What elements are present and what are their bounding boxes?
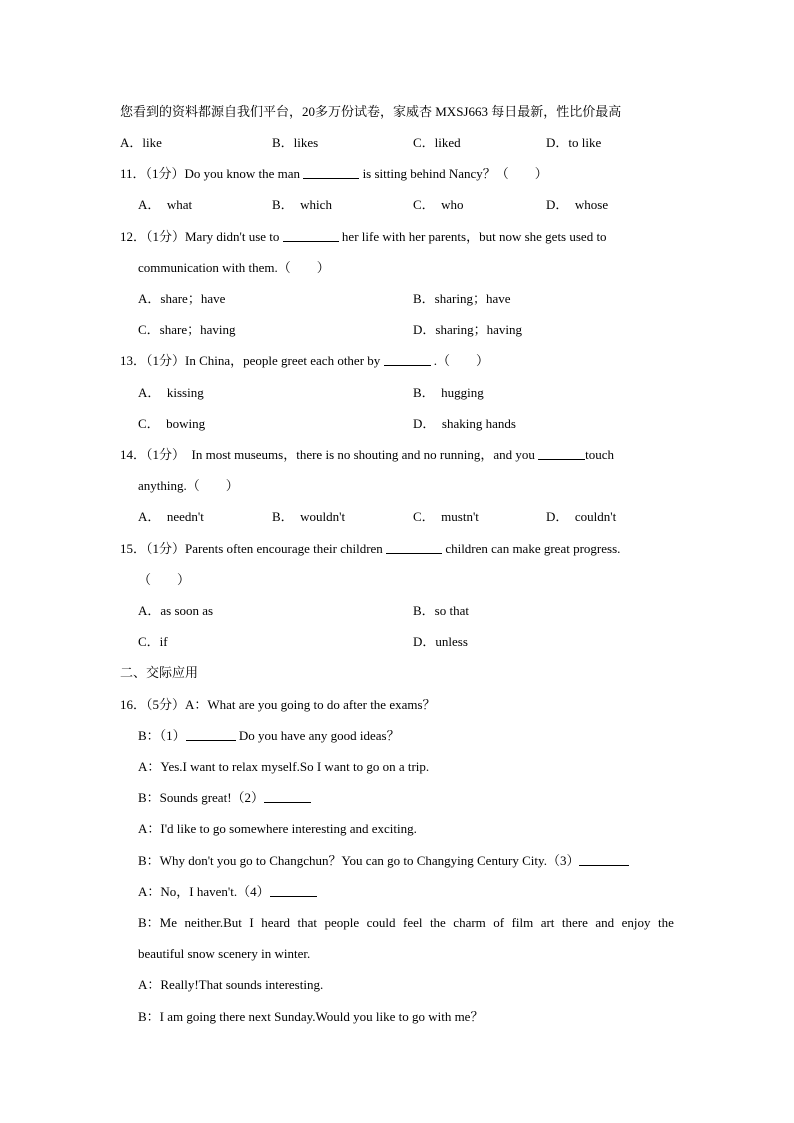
q14-option-b: B． wouldn't (272, 509, 346, 524)
q13-stem-post: .（ ） (433, 353, 490, 368)
q16-d1-pre: B：（1） (138, 728, 186, 743)
q14-option-a: A． needn't (138, 509, 204, 524)
q16-dialogue-line-1 (138, 728, 400, 744)
q13-stem-pre: 13．（1分）In China，people greet each other by (120, 353, 381, 368)
q16-stem: 16．（5分）A：What are you going to do after the exams？ (120, 697, 436, 712)
q12-option-b: B．sharing；have (413, 291, 511, 306)
q12-stem-pre: 12．（1分）Mary didn't use to (120, 229, 280, 244)
q15-option-d: D．unless (413, 634, 468, 649)
q15-answer-blank (386, 541, 442, 554)
q15-option-b: B．so that (413, 603, 469, 618)
q10-option-a: A．like (120, 135, 162, 150)
q13-stem (120, 353, 489, 369)
q16-d1-post: Do you have any good ideas？ (238, 728, 400, 743)
q14-option-d: D． couldn't (546, 509, 617, 524)
q12-stem-post: her life with her parents，but now she gets used to (341, 229, 607, 244)
section-title: 二、交际应用 (120, 665, 199, 680)
q16-dialogue-line-7-cont: beautiful snow scenery in winter. (138, 946, 311, 961)
q11-stem-post: is sitting behind Nancy？（ ） (362, 166, 548, 181)
q14-stem-pre: 14．（1分） In most museums，there is no shouting and no running，and you (120, 447, 535, 462)
q12-option-d: D．sharing；having (413, 322, 523, 337)
q13-option-c: C． bowing (138, 416, 206, 431)
q15-option-c: C．if (138, 634, 168, 649)
q16-dialogue-line-9: B：I am going there next Sunday.Would you like to go with me？ (138, 1009, 484, 1024)
q16-dialogue-line-5 (138, 853, 629, 869)
header-notice: 您看到的资料都源自我们平台，20多万份试卷，家威杏 MXSJ663 每日最新，性比价最高 (120, 104, 622, 119)
q14-stem (120, 447, 614, 463)
q15-stem-post: children can make great progress. (445, 541, 621, 556)
q16-dialogue-line-7: B：Me neither.But I heard that people could feel the charm of film art there and enjoy the (138, 915, 674, 930)
q14-option-c: C． mustn't (413, 509, 479, 524)
q12-option-c: C．share；having (138, 322, 236, 337)
q12-stem (120, 229, 607, 245)
q16-blank-2 (264, 790, 311, 803)
q10-option-d: D．to like (546, 135, 602, 150)
q11-option-b: B． which (272, 197, 332, 212)
q16-dialogue-line-8: A：Really!That sounds interesting. (138, 977, 324, 992)
q16-dialogue-line-6 (138, 884, 317, 900)
q11-option-a: A． what (138, 197, 193, 212)
q16-dialogue-line-3 (138, 790, 311, 806)
q13-option-b: B． hugging (413, 385, 484, 400)
q16-dialogue-line-2: A：Yes.I want to relax myself.So I want to go on a trip. (138, 759, 430, 774)
q16-blank-4 (270, 884, 317, 897)
q14-stem-line2: anything.（ ） (138, 478, 239, 493)
q10-option-c: C．liked (413, 135, 461, 150)
q16-d6-pre: A：No，I haven't.（4） (138, 884, 270, 899)
q10-option-b: B．likes (272, 135, 319, 150)
q16-d3-pre: B：Sounds great!（2） (138, 790, 265, 805)
q11-stem (120, 166, 548, 182)
q11-option-c: C． who (413, 197, 464, 212)
q11-stem-pre: 11．（1分）Do you know the man (120, 166, 301, 181)
q11-option-d: D． whose (546, 197, 609, 212)
q16-d5-pre: B：Why don't you go to Changchun？You can go to Changying Century City.（3） (138, 853, 580, 868)
q16-blank-1 (186, 728, 236, 741)
q14-stem-post: touch (585, 447, 615, 462)
q13-option-d: D． shaking hands (413, 416, 516, 431)
q11-answer-blank (303, 166, 359, 179)
q12-answer-blank (283, 229, 339, 242)
q13-option-a: A． kissing (138, 385, 204, 400)
q12-stem-line2: communication with them.（ ） (138, 260, 330, 275)
q13-answer-blank (384, 353, 431, 366)
q16-blank-3 (579, 853, 629, 866)
q15-stem-line2: （ ） (138, 572, 191, 587)
q15-stem-pre: 15．（1分）Parents often encourage their children (120, 541, 383, 556)
q12-option-a: A．share；have (138, 291, 226, 306)
q15-option-a: A．as soon as (138, 603, 214, 618)
q16-dialogue-line-4: A：I'd like to go somewhere interesting and exciting. (138, 821, 417, 836)
q14-answer-blank (538, 447, 585, 460)
q15-stem (120, 541, 620, 557)
